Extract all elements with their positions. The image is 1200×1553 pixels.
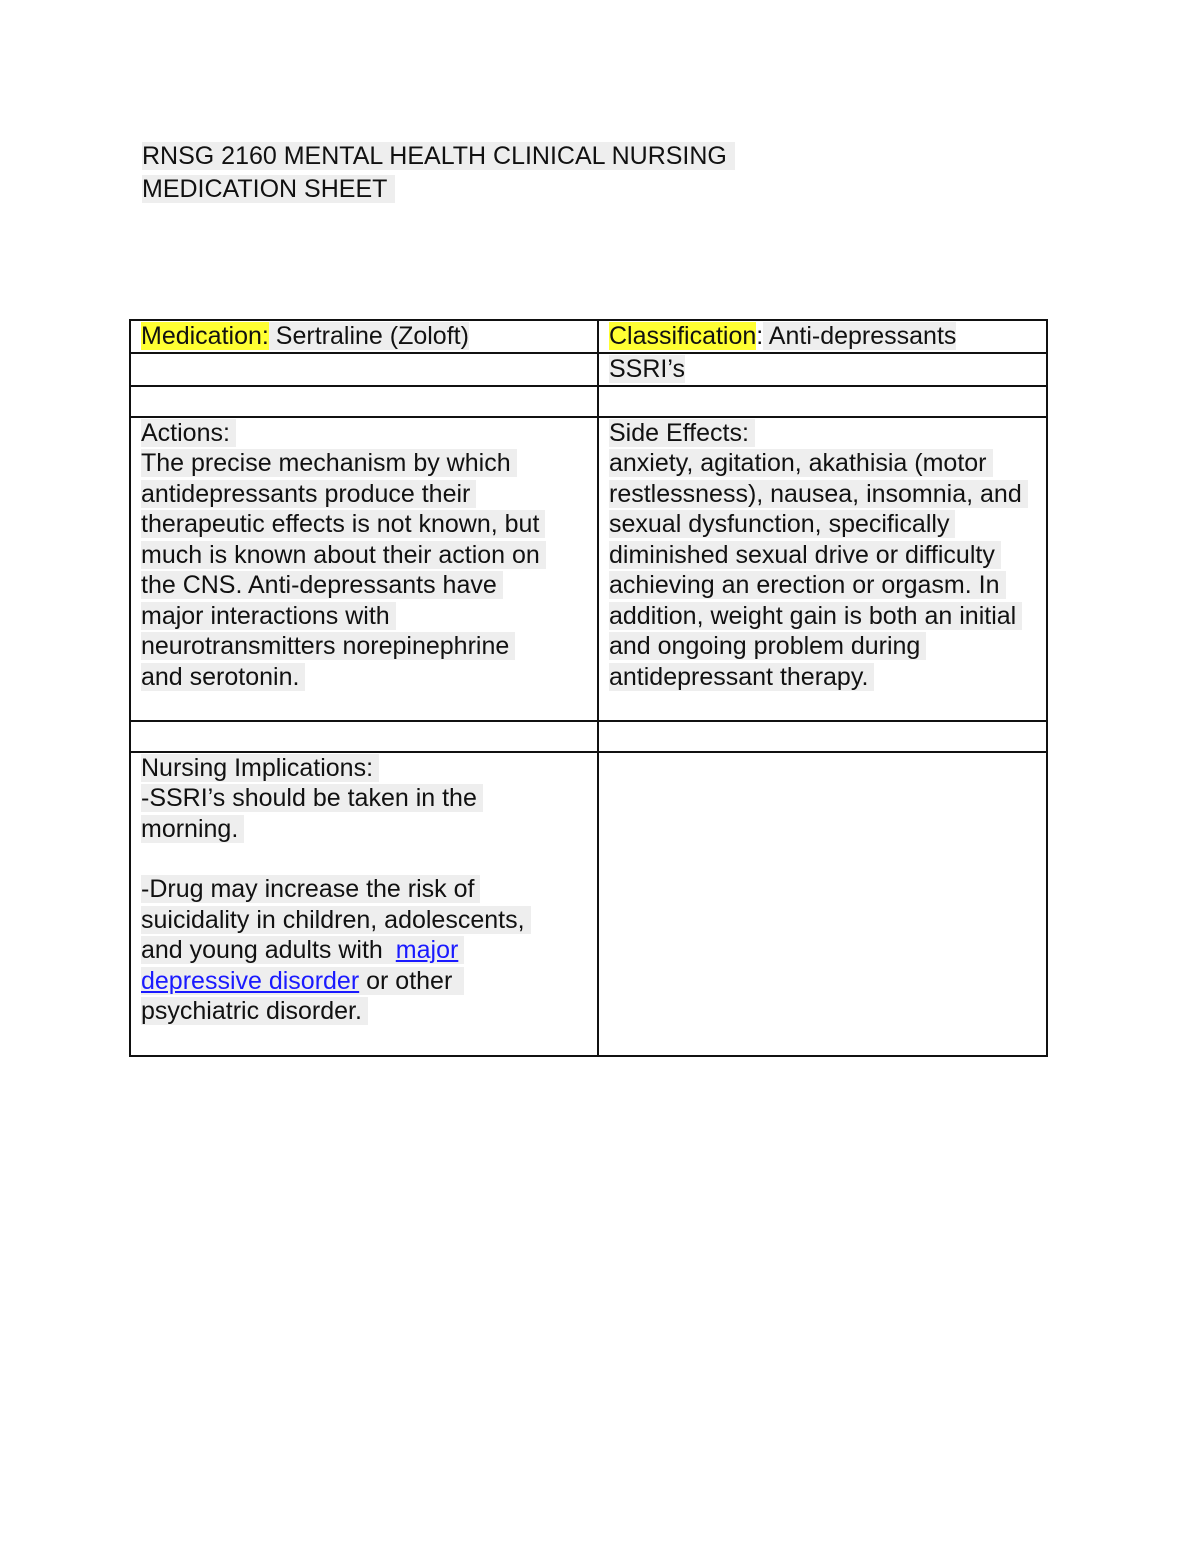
- side-effects-heading: Side Effects:: [609, 418, 1036, 449]
- actions-heading: Actions:: [141, 418, 587, 449]
- actions-line: therapeutic effects is not known, but: [141, 509, 587, 540]
- medication-value: Sertraline (Zoloft): [268, 322, 469, 350]
- major-depressive-disorder-link[interactable]: depressive disorder: [141, 966, 360, 995]
- empty-cell: [130, 721, 598, 752]
- classification-value-line2: SSRI’s: [609, 354, 685, 383]
- table-row-classification-cont: [130, 353, 1047, 386]
- nursing-point-line: psychiatric disorder.: [141, 996, 587, 1027]
- document-title: [142, 140, 735, 206]
- classification-separator: :: [756, 322, 764, 350]
- side-effects-line: sexual dysfunction, specifically: [609, 509, 1036, 540]
- major-depressive-disorder-link[interactable]: major: [395, 936, 459, 964]
- classification-cont-cell: [598, 353, 1047, 386]
- nursing-point-line: -Drug may increase the risk of: [141, 874, 587, 905]
- side-effects-line: addition, weight gain is both an initial: [609, 601, 1036, 632]
- side-effects-line: achieving an erection or orgasm. In: [609, 570, 1036, 601]
- nursing-implications-cell: [130, 752, 598, 1056]
- actions-line: and serotonin.: [141, 662, 587, 693]
- classification-cell: [598, 320, 1047, 353]
- table-row-actions-side-effects: [130, 417, 1047, 721]
- nursing-point-line: and young adults with major: [141, 935, 587, 966]
- nursing-point-line: -SSRI’s should be taken in the: [141, 783, 587, 814]
- side-effects-line: antidepressant therapy.: [609, 662, 1036, 693]
- empty-cell: [130, 353, 598, 386]
- actions-line: the CNS. Anti-depressants have: [141, 570, 587, 601]
- actions-line: The precise mechanism by which: [141, 448, 587, 479]
- medication-cell: [130, 320, 598, 353]
- actions-cell: [130, 417, 598, 721]
- nursing-point-line: morning.: [141, 814, 587, 845]
- nursing-point-line: depressive disorder or other: [141, 966, 587, 997]
- title-line-2: MEDICATION SHEET: [142, 173, 735, 206]
- side-effects-line: diminished sexual drive or difficulty: [609, 540, 1036, 571]
- actions-line: much is known about their action on: [141, 540, 587, 571]
- table-row-nursing-implications: [130, 752, 1047, 1056]
- actions-line: neurotransmitters norepinephrine: [141, 631, 587, 662]
- table-row-spacer: [130, 721, 1047, 752]
- table-row-spacer: [130, 386, 1047, 417]
- side-effects-cell: [598, 417, 1047, 721]
- classification-label: Classification: [609, 322, 757, 350]
- nursing-implications-heading: Nursing Implications:: [141, 753, 587, 784]
- medication-table: [129, 319, 1048, 1057]
- medication-label: Medication: [141, 322, 262, 350]
- side-effects-line: anxiety, agitation, akathisia (motor: [609, 448, 1036, 479]
- actions-line: major interactions with: [141, 601, 587, 632]
- actions-line: antidepressants produce their: [141, 479, 587, 510]
- paragraph-gap: [141, 844, 587, 874]
- side-effects-line: restlessness), nausea, insomnia, and: [609, 479, 1036, 510]
- empty-cell: [598, 386, 1047, 417]
- table-row-medication: [130, 320, 1047, 353]
- empty-cell: [598, 752, 1047, 1056]
- empty-cell: [130, 386, 598, 417]
- nursing-point-line: suicidality in children, adolescents,: [141, 905, 587, 936]
- title-line-1: RNSG 2160 MENTAL HEALTH CLINICAL NURSING: [142, 140, 735, 173]
- side-effects-line: and ongoing problem during: [609, 631, 1036, 662]
- classification-value: Anti-depressants: [763, 322, 957, 350]
- empty-cell: [598, 721, 1047, 752]
- medication-separator: :: [261, 322, 269, 350]
